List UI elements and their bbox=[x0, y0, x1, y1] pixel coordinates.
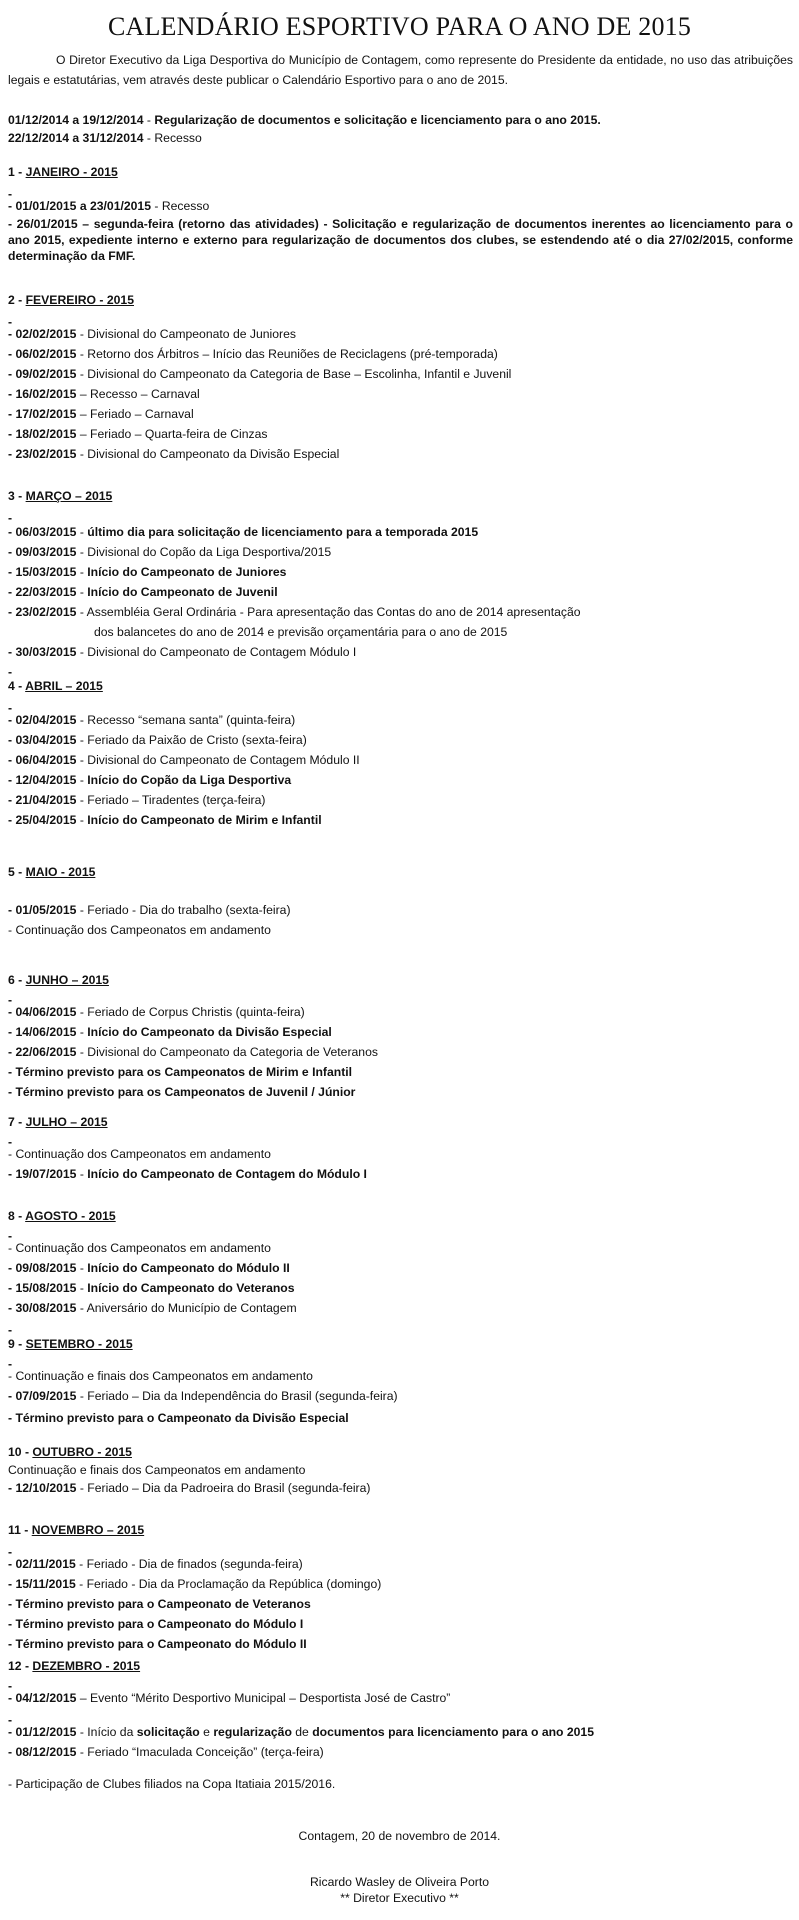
entry-text: - 22/03/2015 bbox=[8, 585, 77, 599]
signatory-name: Ricardo Wasley de Oliveira Porto bbox=[309, 1875, 490, 1889]
entry-text: - bbox=[76, 565, 88, 579]
entry-text: 9 - bbox=[8, 1337, 26, 1351]
entry-text: Início do Campeonato de Juvenil bbox=[87, 585, 278, 599]
intro-paragraph: O Diretor Executivo da Liga Desportiva do Município de Contagem, como represente do Presidente da entidade, no uso das atribuições legais e estatutárias, vem através deste publicar o Calendário Esportivo para o ano de 2015. bbox=[8, 53, 793, 87]
entry-text: 8 - bbox=[8, 1209, 26, 1223]
entry-text: - Divisional do Campeonato da Categoria de Veteranos bbox=[76, 1045, 378, 1059]
entry-text: dos balancetes do ano de 2014 e previsão orçamentária para o ano de 2015 bbox=[94, 625, 508, 639]
month-heading bbox=[8, 972, 793, 988]
calendar-entry bbox=[8, 1576, 793, 1592]
entry-text: - bbox=[8, 1679, 13, 1693]
entry-text: JUNHO – 2015 bbox=[25, 973, 109, 987]
entry-text: – Evento “Mérito Desportivo Municipal – Desportista José de Castro” bbox=[76, 1691, 451, 1705]
calendar-entry bbox=[8, 1166, 793, 1182]
calendar-entry bbox=[8, 1368, 793, 1384]
entry-text: - 07/09/2015 bbox=[8, 1389, 77, 1403]
calendar-entry bbox=[8, 366, 793, 382]
entry-text: - 06/02/2015 bbox=[8, 347, 77, 361]
entry-text: - Recesso bbox=[143, 131, 202, 145]
month-heading bbox=[8, 1444, 793, 1460]
entry-text: - 22/06/2015 bbox=[8, 1045, 77, 1059]
entry-text: - Feriado – Dia da Padroeira do Brasil (segunda-feira) bbox=[76, 1481, 371, 1495]
entry-text: Início do Campeonato de Juniores bbox=[87, 565, 287, 579]
entry-text: - bbox=[8, 993, 13, 1007]
calendar-entry bbox=[8, 604, 793, 620]
entry-text: - Recesso bbox=[151, 199, 210, 213]
entry-text: - Continuação e finais dos Campeonatos em andamento bbox=[8, 1369, 313, 1383]
calendar-entry bbox=[8, 584, 793, 600]
calendar-entry bbox=[8, 1596, 793, 1612]
month-heading bbox=[8, 678, 793, 694]
entry-text: - Término previsto para os Campeonatos de Mirim e Infantil bbox=[8, 1065, 353, 1079]
entry-text: - 16/02/2015 bbox=[8, 387, 77, 401]
entry-text: Continuação e finais dos Campeonatos em andamento bbox=[8, 1463, 306, 1477]
calendar-entry bbox=[8, 544, 793, 560]
calendar-entry bbox=[8, 1260, 793, 1276]
calendar-entry bbox=[8, 732, 793, 748]
place-date: Contagem, 20 de novembro de 2014. bbox=[298, 1829, 501, 1843]
calendar-entry bbox=[8, 1616, 793, 1632]
entry-text: - 17/02/2015 bbox=[8, 407, 77, 421]
calendar-entry bbox=[8, 1690, 793, 1706]
entry-text: 1 - bbox=[8, 165, 26, 179]
entry-text: - 15/11/2015 bbox=[8, 1577, 76, 1591]
calendar-entry bbox=[8, 812, 793, 828]
entry-text: - Aniversário do Município de Contagem bbox=[76, 1301, 297, 1315]
entry-text: MARÇO – 2015 bbox=[25, 489, 113, 503]
month-heading bbox=[8, 1658, 793, 1674]
entry-text: - bbox=[76, 1281, 88, 1295]
entry-text: - Término previsto para o Campeonato do Módulo II bbox=[8, 1637, 307, 1651]
calendar-entry bbox=[8, 346, 793, 362]
entry-text: - 30/03/2015 bbox=[8, 645, 77, 659]
calendar-entry bbox=[8, 1004, 793, 1020]
calendar-entry bbox=[8, 792, 793, 808]
entry-text: - Término previsto para o Campeonato da Divisão Especial bbox=[8, 1411, 349, 1425]
entry-text: - bbox=[76, 813, 88, 827]
entry-text: - 09/03/2015 bbox=[8, 545, 77, 559]
entry-text: Início do Campeonato da Divisão Especial bbox=[87, 1025, 332, 1039]
entry-text: NOVEMBRO – 2015 bbox=[31, 1523, 145, 1537]
entry-text: - 14/06/2015 bbox=[8, 1025, 77, 1039]
entry-text: - Feriado “Imaculada Conceição” (terça-feira) bbox=[76, 1745, 324, 1759]
entry-text: regularização bbox=[213, 1725, 292, 1739]
entry-text: 6 - bbox=[8, 973, 26, 987]
month-heading bbox=[8, 1114, 793, 1130]
entry-text: 2 - bbox=[8, 293, 26, 307]
calendar-entry bbox=[8, 564, 793, 580]
entry-text: Início do Campeonato do Veteranos bbox=[87, 1281, 295, 1295]
calendar-entry bbox=[8, 426, 793, 442]
entry-text: - 08/12/2015 bbox=[8, 1745, 77, 1759]
entry-text: Início do Copão da Liga Desportiva bbox=[87, 773, 292, 787]
entry-text: - Término previsto para o Campeonato do Módulo I bbox=[8, 1617, 304, 1631]
calendar-entry bbox=[8, 1556, 793, 1572]
entry-text: - bbox=[8, 1135, 13, 1149]
entry-text: solicitação bbox=[136, 1725, 200, 1739]
entry-text: - bbox=[8, 1323, 13, 1337]
entry-text: 5 - bbox=[8, 865, 26, 879]
calendar-entry bbox=[8, 1240, 793, 1256]
entry-text: - 30/08/2015 bbox=[8, 1301, 77, 1315]
entry-text: - Continuação dos Campeonatos em andamento bbox=[8, 1147, 271, 1161]
calendar-entry bbox=[8, 922, 793, 938]
entry-text: 12 - bbox=[8, 1659, 33, 1673]
entry-text: - 02/04/2015 bbox=[8, 713, 77, 727]
month-heading bbox=[8, 1522, 793, 1538]
calendar-entry bbox=[8, 1462, 793, 1478]
entry-text: - bbox=[8, 1229, 13, 1243]
calendar-entry bbox=[94, 624, 793, 640]
month-heading bbox=[8, 164, 793, 180]
entry-text: - bbox=[8, 187, 13, 201]
calendar-entry bbox=[8, 1024, 793, 1040]
entry-text: - 21/04/2015 bbox=[8, 793, 77, 807]
entry-text: - 04/12/2015 bbox=[8, 1691, 77, 1705]
entry-text: - 01/12/2015 bbox=[8, 1725, 77, 1739]
calendar-entry bbox=[8, 446, 793, 462]
entry-text: e bbox=[199, 1725, 214, 1739]
entry-text: - 18/02/2015 bbox=[8, 427, 77, 441]
calendar-entry bbox=[8, 902, 793, 918]
entry-text: - 03/04/2015 bbox=[8, 733, 77, 747]
entry-text: - bbox=[8, 315, 13, 329]
calendar-entry bbox=[8, 130, 793, 146]
entry-text: - bbox=[8, 511, 13, 525]
entry-text: - Feriado – Dia da Independência do Brasil (segunda-feira) bbox=[76, 1389, 398, 1403]
calendar-entry bbox=[8, 1480, 793, 1496]
calendar-entry bbox=[8, 644, 793, 660]
signatory-title: ** Diretor Executivo ** bbox=[340, 1891, 459, 1905]
entry-text: 4 - bbox=[8, 679, 26, 693]
entry-text: - Continuação dos Campeonatos em andamento bbox=[8, 923, 271, 937]
entry-text: - Recesso “semana santa” (quinta-feira) bbox=[76, 713, 296, 727]
entry-text: - 15/08/2015 bbox=[8, 1281, 77, 1295]
entry-text: - Continuação dos Campeonatos em andamento bbox=[8, 1241, 271, 1255]
month-heading bbox=[8, 1336, 793, 1352]
entry-text: Regularização de documentos e solicitação e licenciamento para o ano 2015. bbox=[154, 113, 601, 127]
entry-text: - 12/04/2015 bbox=[8, 773, 77, 787]
entry-text: ABRIL – 2015 bbox=[25, 679, 103, 693]
entry-text: - Participação de Clubes filiados na Copa Itatiaia 2015/2016. bbox=[8, 1777, 336, 1791]
entry-text: - 02/02/2015 bbox=[8, 327, 77, 341]
calendar-entry bbox=[8, 1410, 793, 1426]
calendar-entry bbox=[8, 712, 793, 728]
entry-text: - Divisional do Copão da Liga Desportiva/2015 bbox=[76, 545, 332, 559]
entry-text: - bbox=[8, 665, 13, 679]
calendar-entry bbox=[8, 752, 793, 768]
entry-text: – Feriado – Quarta-feira de Cinzas bbox=[76, 427, 268, 441]
calendar-entry bbox=[8, 198, 793, 214]
entry-text: - 26/01/2015 – segunda-feira (retorno das atividades) - Solicitação e regularização de documentos inerentes ao licenciamento para o ano 2015, expediente interno e externo para regularização de documentos dos clubes, se estendendo até o dia 27/02/2015, conforme determinação da FMF. bbox=[8, 217, 793, 263]
entry-text: 10 - bbox=[8, 1445, 33, 1459]
entry-text: 22/12/2014 a 31/12/2014 bbox=[8, 131, 144, 145]
entry-text: documentos para licenciamento para o ano 2015 bbox=[312, 1725, 594, 1739]
entry-text: 7 - bbox=[8, 1115, 26, 1129]
entry-text: - Assembléia Geral Ordinária - Para apresentação das Contas do ano de 2014 apresentação bbox=[76, 605, 581, 619]
entry-text: - 01/05/2015 bbox=[8, 903, 77, 917]
entry-text: - bbox=[8, 701, 13, 715]
entry-text: - bbox=[76, 773, 88, 787]
calendar-entry bbox=[8, 1146, 793, 1162]
entry-text: Início do Campeonato de Mirim e Infantil bbox=[87, 813, 322, 827]
entry-text: - 23/02/2015 bbox=[8, 447, 77, 461]
calendar-entry bbox=[8, 1300, 793, 1316]
entry-text: FEVEREIRO - 2015 bbox=[25, 293, 134, 307]
entry-text: MAIO - 2015 bbox=[25, 865, 96, 879]
entry-text: - Feriado - Dia de finados (segunda-feira) bbox=[75, 1557, 303, 1571]
calendar-entry bbox=[8, 216, 793, 264]
calendar-entry bbox=[8, 1084, 793, 1100]
calendar-entry bbox=[8, 386, 793, 402]
entry-text: JANEIRO - 2015 bbox=[25, 165, 118, 179]
calendar-entry bbox=[8, 1724, 793, 1740]
entry-text: - 09/08/2015 bbox=[8, 1261, 77, 1275]
entry-text: - bbox=[8, 1545, 13, 1559]
month-heading bbox=[8, 292, 793, 308]
entry-text: DEZEMBRO - 2015 bbox=[32, 1659, 141, 1673]
entry-text: - Divisional do Campeonato da Divisão Especial bbox=[76, 447, 340, 461]
entry-text: - 02/11/2015 bbox=[8, 1557, 76, 1571]
entry-text: - bbox=[143, 113, 155, 127]
entry-text: 11 - bbox=[8, 1523, 32, 1537]
entry-text: - 06/03/2015 bbox=[8, 525, 77, 539]
document-title: CALENDÁRIO ESPORTIVO PARA O ANO DE 2015 bbox=[107, 12, 692, 41]
month-heading bbox=[8, 1208, 793, 1224]
entry-text: - Feriado da Paixão de Cristo (sexta-feira) bbox=[76, 733, 307, 747]
entry-text: - bbox=[8, 1713, 13, 1727]
entry-text: OUTUBRO - 2015 bbox=[32, 1445, 132, 1459]
entry-text: 01/12/2014 a 19/12/2014 bbox=[8, 113, 144, 127]
entry-text: - Divisional do Campeonato de Juniores bbox=[76, 327, 296, 341]
entry-text: AGOSTO - 2015 bbox=[25, 1209, 116, 1223]
month-heading bbox=[8, 488, 793, 504]
calendar-entry bbox=[8, 112, 793, 128]
entry-text: - 12/10/2015 bbox=[8, 1481, 77, 1495]
entry-text: Início do Campeonato do Módulo II bbox=[87, 1261, 290, 1275]
entry-text: último dia para solicitação de licenciamento para a temporada 2015 bbox=[87, 525, 479, 539]
calendar-entry bbox=[8, 1064, 793, 1080]
calendar-entry bbox=[8, 1636, 793, 1652]
entry-text: - Divisional do Campeonato de Contagem Módulo II bbox=[76, 753, 360, 767]
entry-text: - 25/04/2015 bbox=[8, 813, 77, 827]
calendar-entry bbox=[8, 1044, 793, 1060]
entry-text: - Divisional do Campeonato da Categoria de Base – Escolinha, Infantil e Juvenil bbox=[76, 367, 512, 381]
entry-text: - Início da bbox=[76, 1725, 137, 1739]
entry-text: - bbox=[8, 1357, 13, 1371]
month-heading bbox=[8, 864, 793, 880]
entry-text: – Feriado – Carnaval bbox=[76, 407, 194, 421]
entry-text: - bbox=[76, 585, 88, 599]
calendar-entry bbox=[8, 1388, 793, 1404]
entry-text: - 06/04/2015 bbox=[8, 753, 77, 767]
calendar-entry bbox=[8, 524, 793, 540]
entry-text: 3 - bbox=[8, 489, 26, 503]
entry-text: Início do Campeonato de Contagem do Módulo I bbox=[87, 1167, 367, 1181]
entry-text: - Feriado de Corpus Christis (quinta-feira) bbox=[76, 1005, 305, 1019]
entry-text: - Feriado – Tiradentes (terça-feira) bbox=[76, 793, 266, 807]
calendar-entry bbox=[8, 772, 793, 788]
entry-text: - Término previsto para o Campeonato de Veteranos bbox=[8, 1597, 311, 1611]
entry-text: SETEMBRO - 2015 bbox=[25, 1337, 133, 1351]
entry-text: - 15/03/2015 bbox=[8, 565, 77, 579]
entry-text: - 19/07/2015 bbox=[8, 1167, 77, 1181]
entry-text: - Feriado - Dia da Proclamação da República (domingo) bbox=[75, 1577, 382, 1591]
entry-text: - bbox=[76, 525, 88, 539]
entry-text: - Divisional do Campeonato de Contagem Módulo I bbox=[76, 645, 357, 659]
entry-text: - 04/06/2015 bbox=[8, 1005, 77, 1019]
entry-text: - 01/01/2015 a 23/01/2015 bbox=[8, 199, 151, 213]
calendar-entry bbox=[8, 1776, 793, 1792]
calendar-entry bbox=[8, 1280, 793, 1296]
entry-text: - Retorno dos Árbitros – Início das Reuniões de Reciclagens (pré-temporada) bbox=[76, 347, 498, 361]
calendar-entry bbox=[8, 406, 793, 422]
entry-text: JULHO – 2015 bbox=[25, 1115, 108, 1129]
entry-text: - bbox=[76, 1025, 88, 1039]
entry-text: - bbox=[76, 1167, 88, 1181]
entry-text: - Término previsto para os Campeonatos de Juvenil / Júnior bbox=[8, 1085, 356, 1099]
calendar-entry bbox=[8, 326, 793, 342]
entry-text: de bbox=[291, 1725, 313, 1739]
entry-text: - 09/02/2015 bbox=[8, 367, 77, 381]
entry-text: – Recesso – Carnaval bbox=[76, 387, 200, 401]
entry-text: - Feriado - Dia do trabalho (sexta-feira) bbox=[76, 903, 291, 917]
entry-text: - 23/02/2015 bbox=[8, 605, 77, 619]
entry-text: - bbox=[76, 1261, 88, 1275]
calendar-entry bbox=[8, 1744, 793, 1760]
